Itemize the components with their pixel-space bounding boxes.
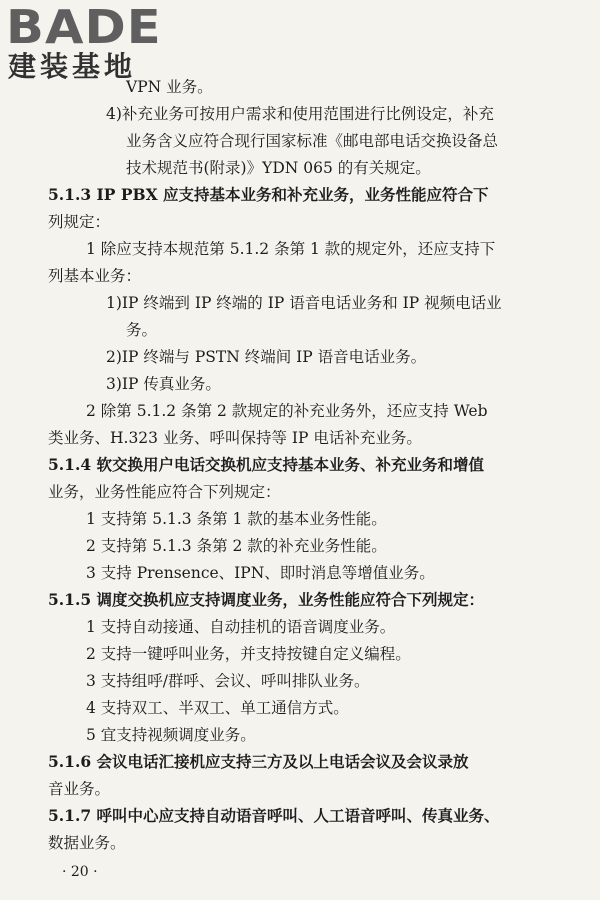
- item-line: 2 支持一键呼叫业务，并支持按键自定义编程。: [86, 645, 411, 663]
- clause-5-1-5-line: 5.1.5 调度交换机应支持调度业务，业务性能应符合下列规定：: [48, 590, 485, 609]
- logo-title: BADE: [6, 0, 162, 54]
- page-number: · 20 ·: [62, 864, 98, 880]
- text-line: 列基本业务：: [48, 267, 142, 285]
- item-line: 5 宜支持视频调度业务。: [86, 726, 256, 744]
- text-line: 类业务、H.323 业务、呼叫保持等 IP 电话补充业务。: [48, 429, 422, 447]
- subitem-line: 3)IP 传真业务。: [106, 375, 221, 393]
- item-line: 4 支持双工、半双工、单工通信方式。: [86, 699, 349, 717]
- text-line: VPN 业务。: [126, 78, 213, 96]
- clause-5-1-7-line: 5.1.7 呼叫中心应支持自动语音呼叫、人工语音呼叫、传真业务、: [48, 806, 500, 825]
- item-line: 1 支持第 5.1.3 条第 1 款的基本业务性能。: [86, 510, 387, 528]
- item-line: 2 除第 5.1.2 条第 2 款规定的补充业务外，还应支持 Web: [86, 402, 488, 420]
- bade-logo: [6, 0, 176, 84]
- text-line: 务。: [126, 321, 158, 339]
- item-line: 3 支持组呼/群呼、会议、呼叫排队业务。: [86, 672, 370, 690]
- text-line: 音业务。: [48, 780, 111, 798]
- item-line: 3 支持 Prensence、IPN、即时消息等增值业务。: [86, 564, 435, 582]
- text-line: 列规定：: [48, 213, 111, 231]
- clause-5-1-4-line: 5.1.4 软交换用户电话交换机应支持基本业务、补充业务和增值: [48, 455, 485, 474]
- item-line: 2 支持第 5.1.3 条第 2 款的补充业务性能。: [86, 537, 387, 555]
- text-line: 4)补充业务可按用户需求和使用范围进行比例设定，补充: [106, 105, 494, 123]
- item-line: 1 除应支持本规范第 5.1.2 条第 1 款的规定外，还应支持下: [86, 240, 496, 258]
- clause-5-1-3-line: 5.1.3 IP PBX 应支持基本业务和补充业务，业务性能应符合下: [48, 185, 489, 204]
- text-line: 数据业务。: [48, 834, 126, 852]
- clause-5-1-6-line: 5.1.6 会议电话汇接机应支持三方及以上电话会议及会议录放: [48, 752, 469, 771]
- logo-subtitle: 建装基地: [8, 50, 137, 83]
- item-line: 1 支持自动接通、自动挂机的语音调度业务。: [86, 618, 396, 636]
- text-line: 业务含义应符合现行国家标准《邮电部电话交换设备总: [126, 132, 499, 150]
- subitem-line: 1)IP 终端到 IP 终端的 IP 语音电话业务和 IP 视频电话业: [106, 294, 502, 312]
- subitem-line: 2)IP 终端与 PSTN 终端间 IP 语音电话业务。: [106, 348, 427, 366]
- text-line: 业务，业务性能应符合下列规定：: [48, 483, 281, 501]
- text-line: 技术规范书(附录)》YDN 065 的有关规定。: [126, 159, 431, 177]
